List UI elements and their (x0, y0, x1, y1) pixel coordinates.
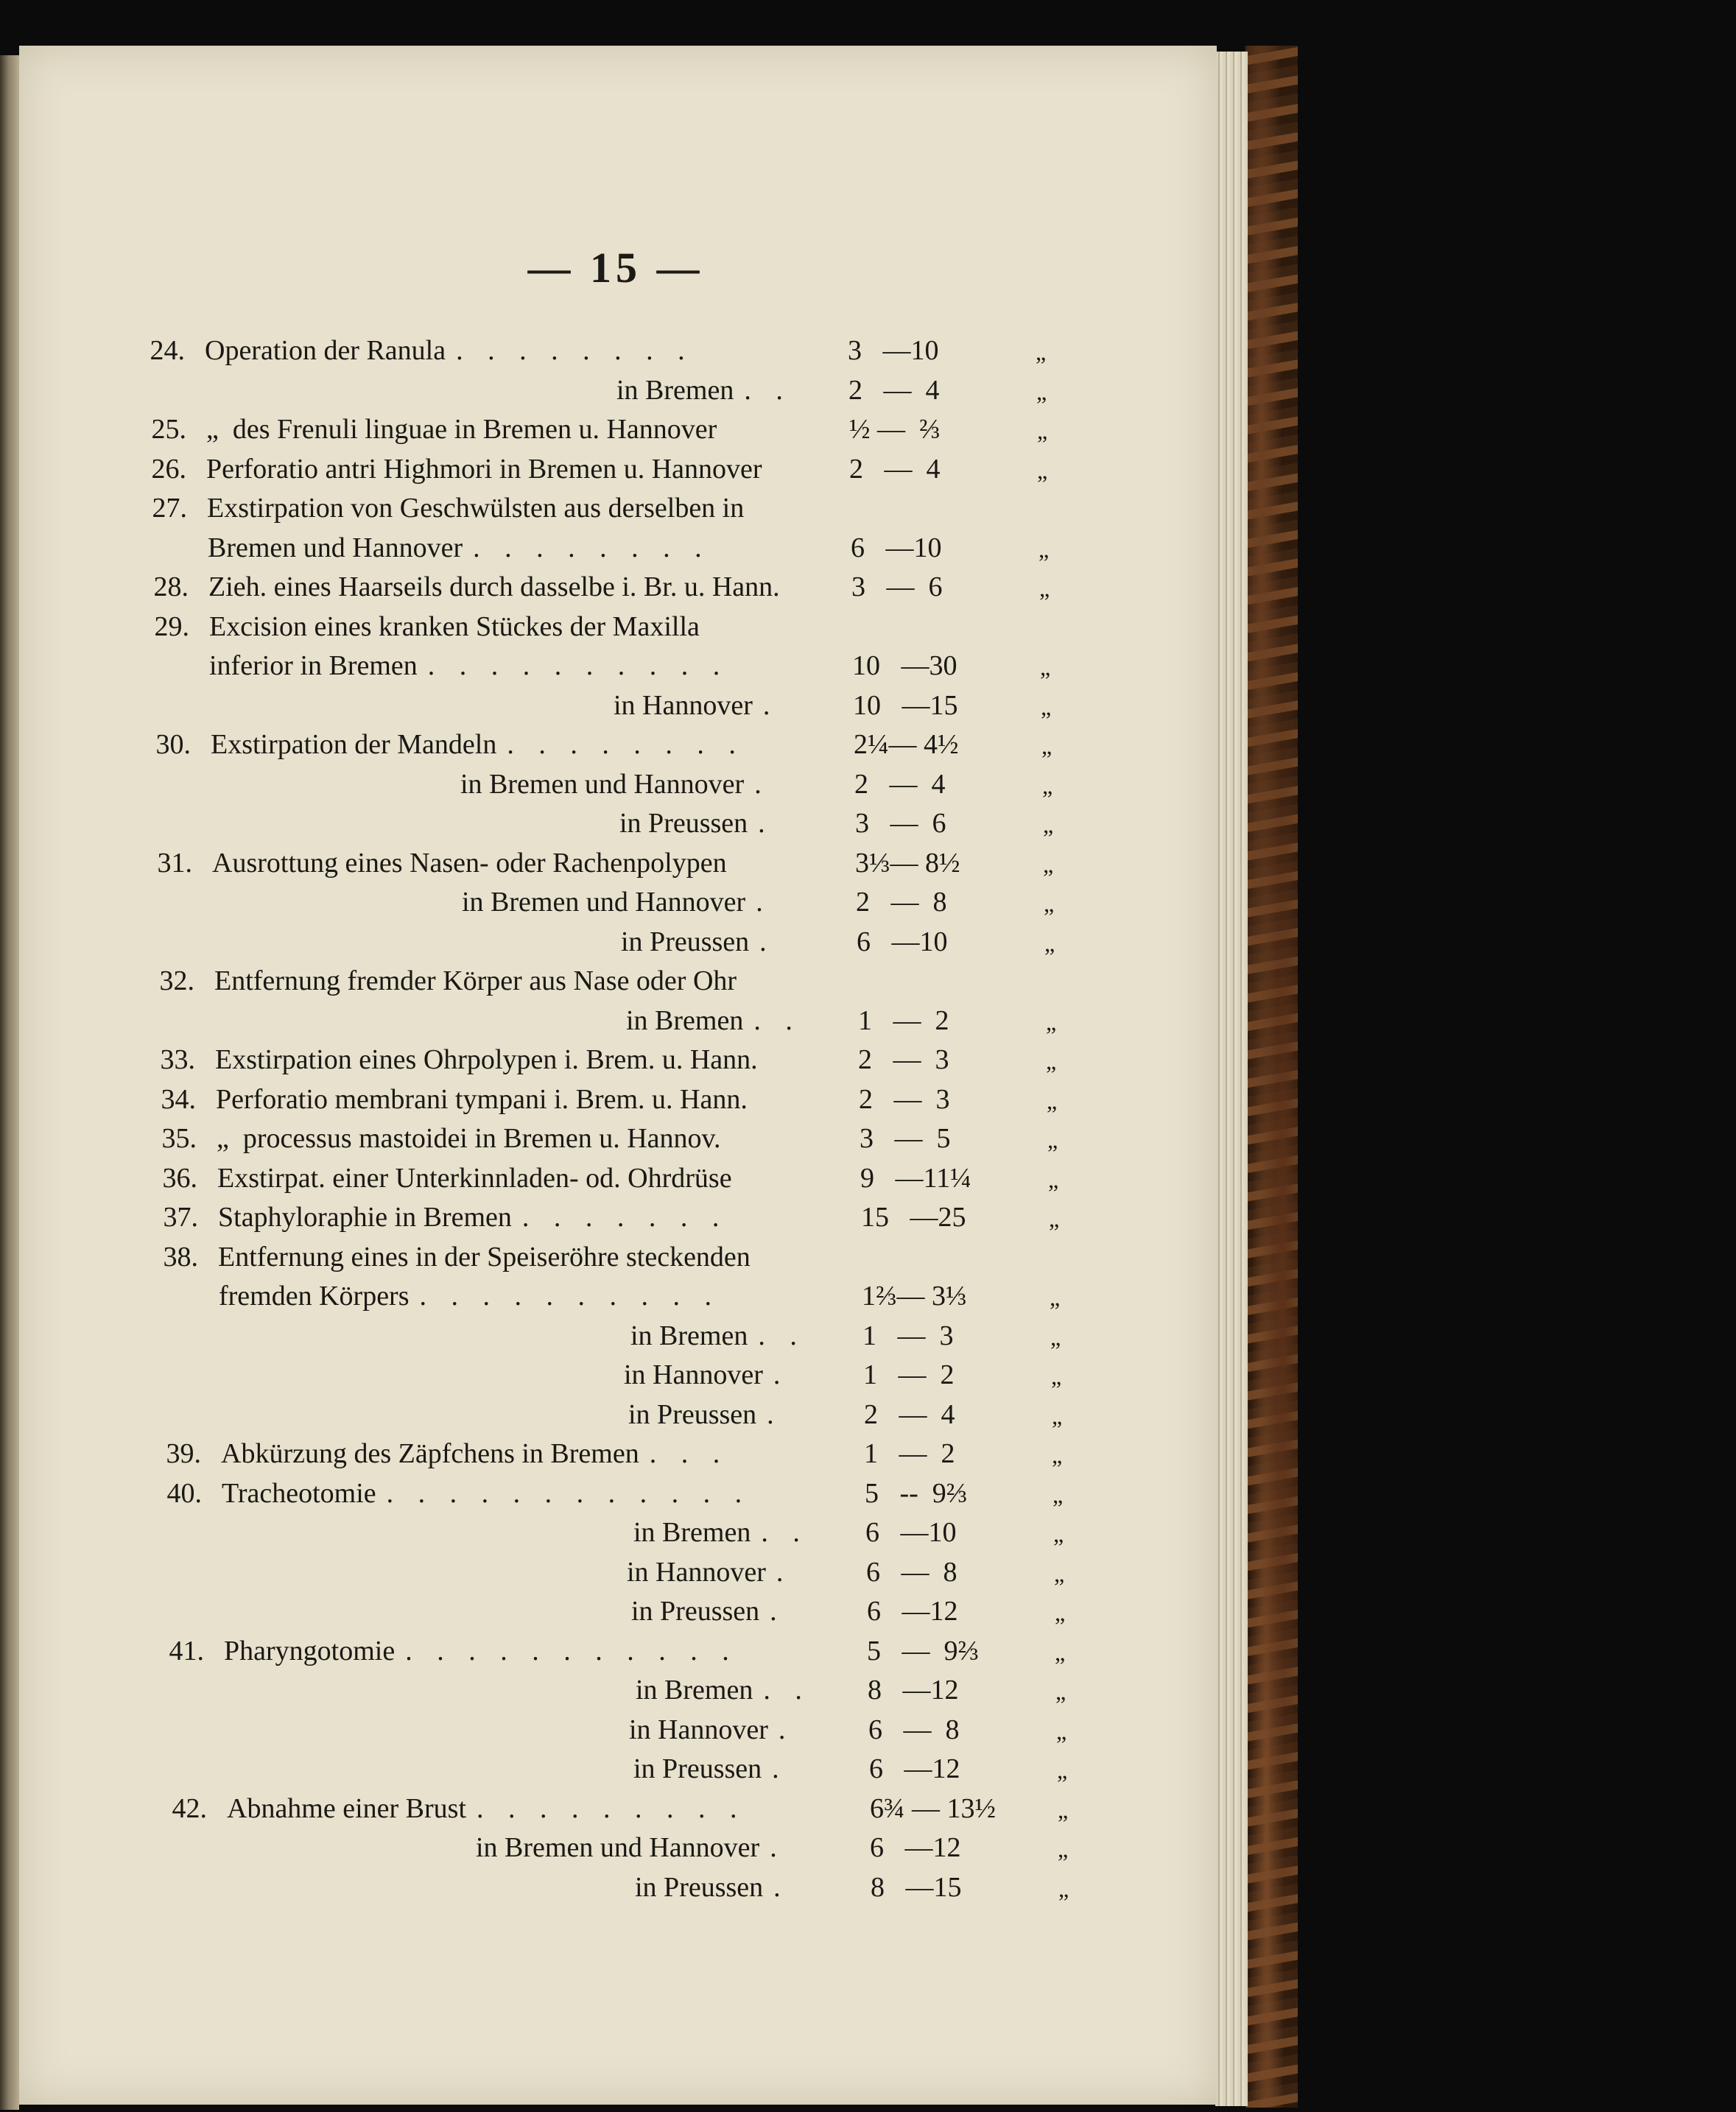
currency-ditto-mark: „ (1047, 1127, 1058, 1153)
table-row (19, 886, 1217, 926)
procedure-label: Exstirpat. einer Unterkinnladen- od. Ohrdrüse (217, 1162, 732, 1194)
procedure-label: Pharyngotomie (224, 1635, 396, 1666)
entry-number: 35. (161, 1123, 197, 1154)
fee-range: 6 — 8 (866, 1556, 957, 1588)
fee-range: 6 —12 (869, 1753, 960, 1784)
table-row (19, 374, 1217, 414)
fee-range: 6¾ — 13½ (870, 1792, 996, 1824)
table-row (19, 768, 1217, 808)
currency-ditto-mark: „ (1055, 1599, 1066, 1626)
table-row (19, 926, 1217, 965)
currency-ditto-mark: „ (1055, 1638, 1066, 1666)
currency-ditto-mark: „ (1054, 1560, 1065, 1587)
fee-range: 1 — 3 (862, 1320, 954, 1351)
table-row (19, 1871, 1217, 1911)
table-row (19, 807, 1217, 847)
leader-dots: . (767, 1398, 783, 1430)
procedure-label: in Hannover (614, 689, 753, 721)
procedure-label: in Hannover (627, 1556, 766, 1588)
entry-number: 29. (154, 610, 189, 642)
table-row (19, 1241, 1217, 1281)
leader-dots: . . (758, 1320, 806, 1351)
currency-ditto-mark: „ (1036, 378, 1047, 405)
procedure-label: Abnahme einer Brust (227, 1792, 467, 1824)
procedure-label: in Preussen (631, 1596, 760, 1627)
currency-ditto-mark: „ (1051, 1363, 1062, 1390)
table-row (19, 1753, 1217, 1792)
facing-page-edge (0, 55, 19, 2110)
table-row (19, 1201, 1217, 1241)
procedure-label: in Bremen und Hannover (462, 887, 746, 918)
procedure-label: Exstirpation der Mandeln (211, 729, 497, 760)
currency-ditto-mark: „ (1043, 851, 1054, 878)
procedure-label: Perforatio antri Highmori in Bremen u. Hannover (206, 453, 762, 485)
currency-ditto-mark: „ (1048, 1166, 1059, 1193)
procedure-label: Excision eines kranken Stückes der Maxilla (209, 610, 700, 642)
procedure-label: Operation der Ranula (205, 335, 446, 366)
currency-ditto-mark: „ (1036, 339, 1047, 365)
page-number: — 15 — (527, 244, 704, 292)
table-row (19, 1674, 1217, 1714)
procedure-label: in Preussen (635, 1871, 764, 1903)
fee-range: 5 — 9⅔ (867, 1635, 979, 1666)
entry-number: 38. (163, 1241, 198, 1273)
entry-number: 31. (157, 847, 192, 879)
currency-ditto-mark: „ (1058, 1836, 1069, 1862)
fee-range: 6 — 8 (868, 1714, 960, 1745)
fee-range: 1 — 2 (863, 1359, 955, 1390)
fee-range: 2 — 4 (864, 1398, 955, 1430)
table-row (19, 1004, 1217, 1044)
fee-range: 2 — 8 (856, 887, 947, 918)
fee-range: 6 —10 (851, 532, 942, 563)
table-row (19, 1477, 1217, 1517)
leader-dots: . (758, 808, 774, 839)
entry-number: 26. (151, 453, 186, 485)
fee-range: 1 — 2 (864, 1438, 955, 1469)
procedure-label: in Hannover (629, 1714, 768, 1745)
procedure-label: Entfernung eines in der Speiseröhre steckenden (218, 1241, 751, 1273)
currency-ditto-mark: „ (1052, 1442, 1063, 1468)
table-row (19, 334, 1217, 374)
currency-ditto-mark: „ (1040, 654, 1051, 680)
currency-ditto-mark: „ (1044, 929, 1055, 957)
leader-dots: . . . . . . . . . . (419, 1281, 721, 1312)
table-row (19, 1083, 1217, 1123)
procedure-label: in Bremen (626, 1004, 744, 1036)
fee-range: 1⅔— 3⅓ (862, 1281, 967, 1312)
procedure-label: in Bremen (630, 1320, 748, 1351)
fee-range: 5 -- 9⅔ (865, 1477, 968, 1509)
currency-ditto-mark: „ (1043, 812, 1054, 838)
procedure-label: Exstirpation von Geschwülsten aus derselben in (207, 493, 745, 524)
procedure-label: in Preussen (619, 808, 748, 839)
currency-ditto-mark: „ (1039, 575, 1050, 602)
fee-range: 2 — 3 (858, 1044, 949, 1075)
procedure-label: in Bremen (636, 1675, 753, 1706)
fee-range: 3 — 5 (860, 1123, 951, 1154)
procedure-label: in Bremen (616, 374, 734, 406)
leader-dots: . . (763, 1675, 811, 1706)
fee-range: 6 —10 (857, 926, 948, 957)
fee-range: 2 — 3 (859, 1083, 950, 1115)
table-row (19, 728, 1217, 768)
procedure-label: fremden Körpers (219, 1281, 410, 1312)
procedure-label: in Preussen (628, 1398, 757, 1430)
fee-range: 2 — 4 (854, 768, 946, 800)
table-row (19, 847, 1217, 887)
entry-number: 41. (169, 1635, 204, 1666)
table-row (19, 1043, 1217, 1083)
leader-dots: . . . (649, 1438, 729, 1469)
procedure-label: Bremen und Hannover (208, 532, 463, 563)
leader-dots: . (778, 1714, 795, 1745)
procedure-label: Tracheotomie (222, 1477, 376, 1509)
table-row (19, 492, 1217, 532)
currency-ditto-mark: „ (1046, 1008, 1057, 1035)
fee-range: 3 — 6 (851, 571, 943, 602)
fee-range: 6 —12 (870, 1832, 961, 1863)
leader-dots: . (754, 768, 770, 800)
leader-dots: . . (744, 374, 792, 406)
fee-range: 1 — 2 (858, 1004, 949, 1036)
table-row (19, 571, 1217, 610)
procedure-label: Abkürzung des Zäpfchens in Bremen (221, 1438, 639, 1469)
table-row (19, 413, 1217, 453)
procedure-label: in Bremen und Hannover (476, 1832, 760, 1863)
entry-number: 39. (166, 1438, 201, 1469)
entry-number: 40. (166, 1477, 202, 1509)
currency-ditto-mark: „ (1046, 1048, 1057, 1074)
currency-ditto-mark: „ (1041, 693, 1052, 720)
leader-dots: . (776, 1556, 793, 1588)
currency-ditto-mark: „ (1053, 1521, 1064, 1547)
fee-range: 2 — 4 (849, 453, 941, 485)
leader-dots: . (762, 689, 779, 721)
procedure-label: Exstirpation eines Ohrpolypen i. Brem. u. Hann. (215, 1044, 758, 1075)
currency-ditto-mark: „ (1037, 418, 1048, 444)
fee-range: 6 —10 (865, 1517, 957, 1548)
fee-range: 8 —15 (871, 1871, 962, 1903)
table-row (19, 965, 1217, 1004)
procedure-label: inferior in Bremen (209, 650, 418, 681)
leader-dots: . (770, 1832, 786, 1863)
table-row (19, 1162, 1217, 1202)
currency-ditto-mark: „ (1041, 733, 1053, 759)
entry-number: 27. (152, 493, 187, 524)
currency-ditto-mark: „ (1058, 1796, 1069, 1823)
entry-number: 28. (153, 571, 189, 602)
entry-number: 37. (163, 1202, 198, 1233)
page-stack-edges (1215, 52, 1248, 2106)
table-row (19, 1516, 1217, 1556)
leader-dots: . . (761, 1517, 809, 1548)
table-row (19, 1792, 1217, 1832)
fee-range: 10 —15 (853, 689, 958, 721)
procedure-label: in Bremen und Hannover (460, 768, 745, 800)
table-row (19, 1595, 1217, 1635)
procedure-label: „ des Frenuli linguae in Bremen u. Hannover (206, 414, 717, 445)
procedure-label: Entfernung fremder Körper aus Nase oder Ohr (214, 965, 737, 996)
currency-ditto-mark: „ (1044, 890, 1055, 917)
currency-ditto-mark: „ (1047, 1087, 1058, 1114)
fee-range: 3⅓— 8½ (855, 847, 960, 879)
leader-dots: . . . . . . . . . . . . (386, 1477, 751, 1509)
entry-number: 30. (155, 729, 191, 760)
procedure-label: Zieh. eines Haarseils durch dasselbe i. Br. u. Hann. (208, 571, 780, 602)
entry-number: 24. (150, 335, 185, 366)
table-row (19, 453, 1217, 493)
table-row (19, 689, 1217, 729)
leader-dots: . . . . . . . . . . (427, 650, 729, 681)
table-row (19, 1635, 1217, 1675)
fee-range: 3 —10 (848, 335, 939, 366)
currency-ditto-mark: „ (1049, 1205, 1060, 1232)
currency-ditto-mark: „ (1056, 1717, 1067, 1745)
table-row (19, 532, 1217, 571)
currency-ditto-mark: „ (1052, 1402, 1063, 1429)
table-row (19, 1714, 1217, 1753)
entry-number: 34. (161, 1083, 196, 1115)
fee-range: 15 —25 (861, 1202, 966, 1233)
table-row (19, 610, 1217, 650)
leader-dots: . . . . . . . . . . . (405, 1635, 738, 1666)
leader-dots: . . . . . . . . (507, 729, 745, 760)
fee-range: 9 —11¼ (860, 1162, 971, 1194)
fee-range: 3 — 6 (855, 808, 946, 839)
procedure-label: in Hannover (624, 1359, 763, 1390)
entry-number: 25. (151, 414, 186, 445)
table-row (19, 1398, 1217, 1438)
procedure-label: „ processus mastoidei in Bremen u. Hannov. (217, 1123, 721, 1154)
leader-dots: . . . . . . . (521, 1202, 728, 1233)
fee-range: 8 —12 (868, 1675, 959, 1706)
table-row (19, 1437, 1217, 1477)
currency-ditto-mark: „ (1057, 1757, 1068, 1784)
table-row (19, 1831, 1217, 1871)
entry-number: 36. (162, 1162, 197, 1194)
fee-range: 10 —30 (852, 650, 957, 681)
fee-range: 2 — 4 (848, 374, 940, 406)
currency-ditto-mark: „ (1039, 535, 1050, 563)
book-page (19, 46, 1217, 2105)
currency-ditto-mark: „ (1042, 772, 1053, 799)
leader-dots: . (773, 1871, 790, 1903)
book-cover-edge (1245, 46, 1298, 2108)
currency-ditto-mark: „ (1050, 1323, 1061, 1351)
leader-dots: . . . . . . . . (473, 532, 711, 563)
leader-dots: . . . . . . . . (456, 335, 694, 366)
currency-ditto-mark: „ (1058, 1875, 1069, 1902)
procedure-label: in Preussen (621, 926, 750, 957)
currency-ditto-mark: „ (1050, 1284, 1061, 1311)
table-row (19, 650, 1217, 689)
procedure-label: Staphyloraphie in Bremen (218, 1202, 512, 1233)
leader-dots: . (773, 1359, 790, 1390)
table-row (19, 1280, 1217, 1320)
leader-dots: . (770, 1596, 786, 1627)
procedure-label: in Preussen (633, 1753, 762, 1784)
procedure-label: Ausrottung eines Nasen- oder Rachenpolypen (212, 847, 727, 879)
currency-ditto-mark: „ (1055, 1678, 1066, 1705)
leader-dots: . (759, 926, 776, 957)
fee-range: 2¼— 4½ (854, 729, 959, 760)
entry-number: 33. (160, 1044, 195, 1075)
procedure-label: Perforatio membrani tympani i. Brem. u. Hann. (216, 1083, 748, 1115)
table-row (19, 1320, 1217, 1359)
currency-ditto-mark: „ (1053, 1481, 1064, 1508)
fee-range: 6 —12 (867, 1596, 958, 1627)
leader-dots: . . . . . . . . . (477, 1792, 746, 1824)
table-row (19, 1359, 1217, 1398)
fee-range: ½ — ⅔ (849, 414, 941, 445)
currency-ditto-mark: „ (1037, 457, 1048, 484)
table-row (19, 1122, 1217, 1162)
leader-dots: . (756, 887, 772, 918)
entry-number: 42. (172, 1792, 207, 1824)
entry-number: 32. (159, 965, 194, 996)
leader-dots: . . (753, 1004, 801, 1036)
table-row (19, 1556, 1217, 1596)
leader-dots: . (772, 1753, 788, 1784)
procedure-label: in Bremen (633, 1517, 751, 1548)
